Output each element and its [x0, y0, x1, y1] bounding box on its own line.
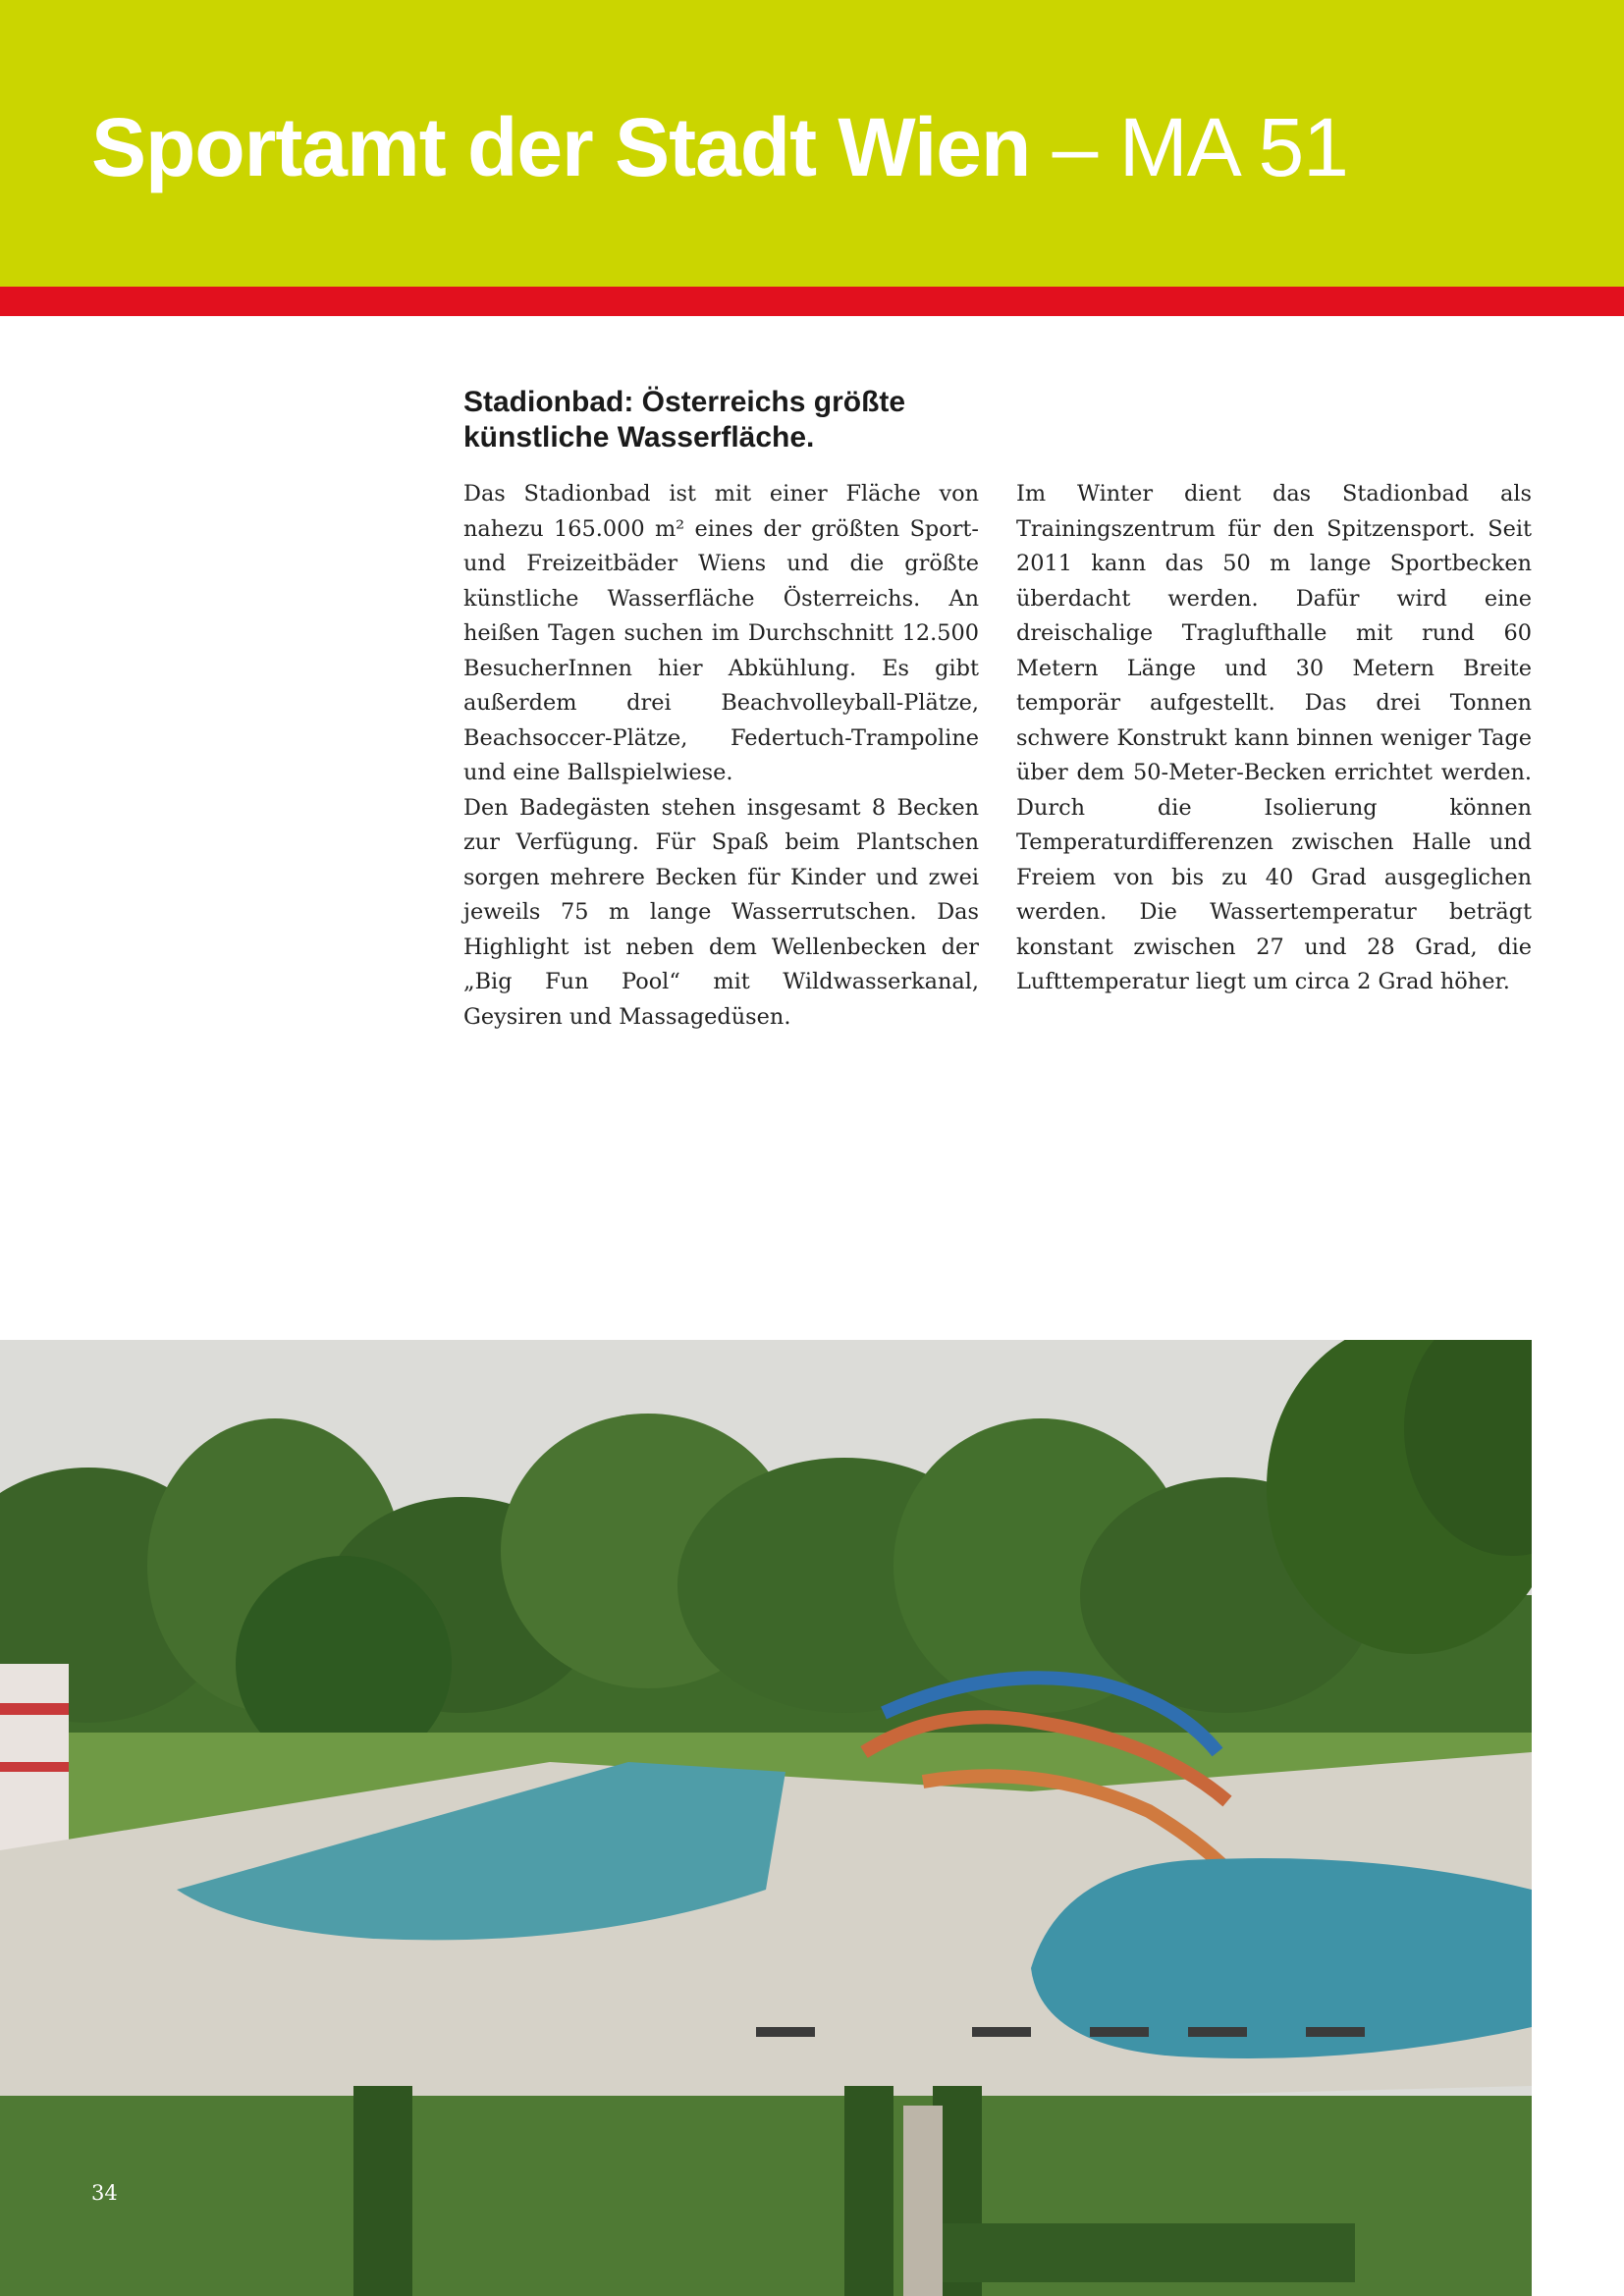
- page-title-light: – MA 51: [1030, 101, 1348, 193]
- page-title: [91, 101, 1348, 193]
- text-column-left: [463, 477, 979, 1035]
- tower-building: [0, 1664, 69, 1870]
- text-column-right: [1016, 477, 1532, 1000]
- header-stripe: [0, 287, 1624, 316]
- article-heading: [463, 385, 1013, 455]
- paragraph: Den Badegästen stehen insgesamt 8 Becken zur Verfügung. Für Spaß beim Plantschen sorgen mehrere Becken für Kinder und zwei jeweils 75 m lange Wasserrutschen. Das Highlight ist neben dem Wellenbecken der „Big Fun Pool“ mit Wildwasserkanal, Geysiren und Massagedüsen.: [463, 794, 979, 1030]
- foreground-hedges: [0, 2086, 1532, 2296]
- article-heading-line1: Stadionbad: Österreichs größte: [463, 386, 906, 418]
- paragraph: Im Winter dient das Stadionbad als Trainingszentrum für den Spitzensport. Seit 2011 kann das 50 m lange Sportbecken überdacht werden. Dafür wird eine dreischalige Traglufthalle mit rund 60 Metern Länge und 30 Metern Breite temporär aufgestellt. Das drei Tonnen schwere Konstrukt kann binnen weniger Tage über dem 50-Meter-Becken errichtet werden. Durch die Isolierung können Temperaturdifferenzen zwischen Halle und Freiem von bis zu 40 Grad ausgeglichen werden. Die Wassertemperatur beträgt konstant zwischen 27 und 28 Grad, die Lufttemperatur liegt um circa 2 Grad höher.: [1016, 481, 1532, 994]
- paragraph: Das Stadionbad ist mit einer Fläche von nahezu 165.000 m² eines der größten Sport- und Freizeitbäder Wiens und die größte künstliche Wasserfläche Österreichs. An heißen Tagen suchen im Durchschnitt 12.500 BesucherInnen hier Abkühlung. Es gibt außerdem drei Beachvolleyball-Plätze, Beachsoccer-Plätze, Federtuch-Trampoline und eine Ballspielwiese.: [463, 481, 979, 785]
- photo-illustration: [0, 1340, 1532, 2296]
- article-heading-line2: künstliche Wasserfläche.: [463, 421, 815, 454]
- page-number: 34: [91, 2181, 118, 2205]
- stadionbad-photo: [0, 1340, 1532, 2296]
- page-title-bold: Sportamt der Stadt Wien: [91, 101, 1031, 193]
- header-band: [0, 0, 1624, 287]
